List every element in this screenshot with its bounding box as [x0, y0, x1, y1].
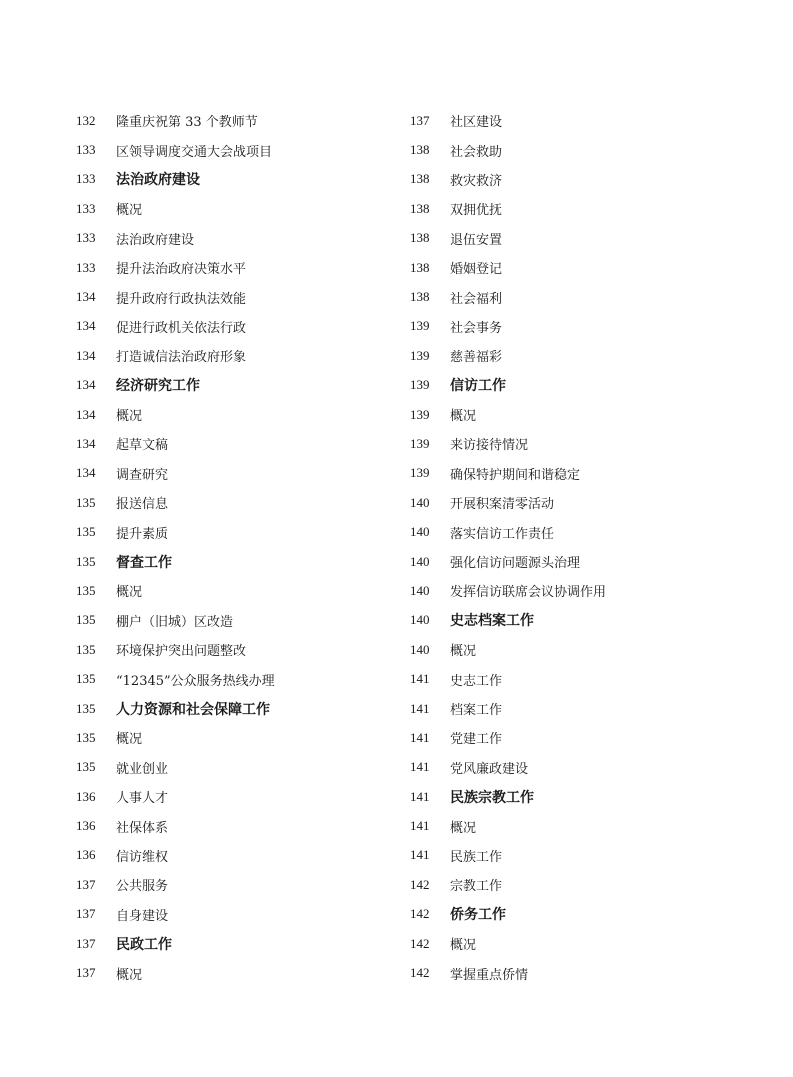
toc-section-heading	[410, 782, 750, 811]
toc-page-number: 137	[410, 112, 430, 128]
toc-entry-title: 档案工作	[450, 703, 503, 718]
toc-section-title: 人力资源和社会保障工作	[116, 701, 270, 718]
toc-page-number: 142	[410, 876, 430, 892]
toc-entry-title: 史志工作	[450, 673, 503, 689]
toc-page-number: 133	[76, 230, 96, 246]
toc-entry-title: 概况	[450, 938, 477, 954]
toc-page-number: 141	[410, 847, 430, 863]
toc-entry-title: 提升素质	[116, 526, 169, 542]
toc-page-number: 139	[410, 377, 430, 393]
toc-page-number: 139	[410, 406, 430, 422]
toc-entry	[76, 253, 416, 282]
toc-page-number: 132	[76, 112, 96, 128]
toc-page-number: 141	[410, 759, 430, 775]
toc-page-number: 133	[76, 259, 96, 275]
toc-page-number: 139	[410, 465, 430, 481]
toc-entry	[76, 811, 416, 840]
toc-entry-title: 社会事务	[450, 320, 503, 336]
toc-section-title: 信访工作	[450, 378, 506, 395]
toc-page-number: 135	[76, 729, 96, 745]
toc-entry-title: 落实信访工作责任	[450, 526, 555, 542]
toc-page-number: 138	[410, 289, 430, 305]
toc-entry	[76, 576, 416, 605]
toc-entry	[76, 664, 416, 693]
toc-page-number: 133	[76, 171, 96, 187]
toc-page-number: 136	[76, 847, 96, 863]
toc-entry-title: 退伍安置	[450, 232, 503, 248]
toc-page-number: 137	[76, 906, 96, 922]
toc-entry-title: 概况	[116, 967, 143, 983]
toc-entry	[76, 841, 416, 870]
toc-entry	[410, 694, 750, 723]
toc-page-number: 140	[410, 553, 430, 569]
toc-page-number: 133	[76, 142, 96, 158]
toc-entry	[410, 312, 750, 341]
toc-entry	[410, 341, 750, 370]
toc-entry-title: “12345”公众服务热线办理	[116, 673, 275, 689]
toc-entry-title: 概况	[450, 644, 477, 660]
toc-page-number: 139	[410, 318, 430, 334]
toc-page-number: 135	[76, 612, 96, 628]
toc-section-heading	[410, 606, 750, 635]
toc-entry-title: 党风廉政建设	[450, 761, 529, 777]
toc-entry	[76, 606, 416, 635]
toc-section-heading	[76, 694, 416, 723]
toc-page-number: 134	[76, 377, 96, 393]
toc-page-number: 142	[410, 906, 430, 922]
toc-entry	[410, 194, 750, 223]
toc-entry	[410, 870, 750, 899]
toc-section-title: 史志档案工作	[450, 613, 534, 630]
toc-page-number: 134	[76, 406, 96, 422]
toc-entry-title: 调查研究	[116, 467, 169, 483]
toc-entry	[410, 811, 750, 840]
toc-entry	[410, 282, 750, 311]
toc-entry	[410, 723, 750, 752]
toc-entry-title: 概况	[116, 732, 143, 748]
toc-page-number: 141	[410, 788, 430, 804]
toc-page-number: 135	[76, 759, 96, 775]
toc-entry-title: 社会救助	[450, 144, 503, 160]
toc-entry	[410, 517, 750, 546]
toc-page-number: 141	[410, 700, 430, 716]
toc-page-number: 140	[410, 612, 430, 628]
toc-entry	[410, 635, 750, 664]
toc-entry-title: 概况	[116, 585, 143, 601]
toc-page-number: 138	[410, 230, 430, 246]
toc-entry	[76, 870, 416, 899]
toc-entry	[76, 459, 416, 488]
toc-page-number: 135	[76, 582, 96, 598]
toc-section-heading	[76, 371, 416, 400]
toc-page-number: 138	[410, 142, 430, 158]
toc-entry-title: 自身建设	[116, 908, 169, 924]
toc-entry-title: 开展积案清零活动	[450, 497, 555, 513]
toc-page-number: 138	[410, 171, 430, 187]
toc-page-number: 140	[410, 641, 430, 657]
toc-entry	[410, 459, 750, 488]
toc-page-number: 134	[76, 435, 96, 451]
toc-page-number: 134	[76, 465, 96, 481]
toc-page-number: 139	[410, 347, 430, 363]
toc-entry-title: 公共服务	[116, 879, 169, 895]
toc-entry	[76, 282, 416, 311]
toc-entry	[410, 664, 750, 693]
toc-page-number: 137	[76, 876, 96, 892]
toc-entry-title: 概况	[450, 409, 477, 425]
toc-entry-title: 双拥优抚	[450, 203, 503, 219]
toc-section-title: 民族宗教工作	[450, 789, 534, 806]
toc-entry-title: 概况	[116, 409, 143, 425]
toc-entry-title: 党建工作	[450, 732, 503, 748]
toc-page-number: 140	[410, 494, 430, 510]
toc-page-number: 137	[76, 965, 96, 981]
toc-page-number: 140	[410, 524, 430, 540]
toc-section-title: 法治政府建设	[116, 172, 200, 189]
toc-section-heading	[76, 929, 416, 958]
toc-entry-title: 棚户（旧城）区改造	[116, 614, 234, 630]
toc-entry	[410, 135, 750, 164]
toc-section-title: 督查工作	[116, 554, 172, 571]
toc-entry-title: 社保体系	[116, 820, 169, 836]
toc-entry-title: 确保特护期间和谐稳定	[450, 467, 581, 483]
toc-entry-title: 概况	[450, 820, 477, 836]
toc-entry-title: 区领导调度交通大会战项目	[116, 144, 273, 160]
toc-page-number: 140	[410, 582, 430, 598]
toc-entry-title: 来访接待情况	[450, 438, 529, 454]
toc-entry	[76, 488, 416, 517]
toc-entry-title: 民族工作	[450, 849, 503, 865]
toc-page-number: 141	[410, 729, 430, 745]
toc-entry	[410, 753, 750, 782]
toc-entry	[410, 488, 750, 517]
toc-entry-title: 打造诚信法治政府形象	[116, 350, 247, 366]
toc-entry-title: 法治政府建设	[116, 232, 195, 248]
toc-section-title: 民政工作	[116, 936, 172, 953]
toc-page-number: 135	[76, 494, 96, 510]
toc-entry-title: 就业创业	[116, 761, 169, 777]
toc-entry	[410, 253, 750, 282]
toc-entry-title: 慈善福彩	[450, 350, 503, 366]
toc-section-heading	[76, 165, 416, 194]
toc-page-number: 136	[76, 788, 96, 804]
toc-entry-title: 人事人才	[116, 791, 169, 807]
toc-entry	[76, 753, 416, 782]
toc-entry-title: 起草文稿	[116, 438, 169, 454]
toc-page-number: 135	[76, 524, 96, 540]
toc-page-number: 141	[410, 671, 430, 687]
toc-section-title: 侨务工作	[450, 907, 506, 924]
toc-page-number: 139	[410, 435, 430, 451]
toc-entry	[76, 341, 416, 370]
toc-entry-title: 社会福利	[450, 291, 503, 307]
toc-page-number: 135	[76, 553, 96, 569]
toc-entry	[76, 782, 416, 811]
toc-page-number: 135	[76, 671, 96, 687]
toc-page-number: 138	[410, 259, 430, 275]
toc-entry-title: 报送信息	[116, 497, 169, 513]
toc-entry-title: 信访维权	[116, 849, 169, 865]
toc-entry-title: 促进行政机关依法行政	[116, 320, 247, 336]
toc-entry	[76, 958, 416, 987]
toc-entry-title: 提升法治政府决策水平	[116, 262, 247, 278]
toc-page-number: 141	[410, 818, 430, 834]
toc-page-number: 133	[76, 200, 96, 216]
toc-entry	[410, 929, 750, 958]
toc-right-column	[410, 106, 750, 988]
toc-page-number: 135	[76, 641, 96, 657]
toc-entry-title: 环境保护突出问题整改	[116, 644, 247, 660]
toc-entry-title: 提升政府行政执法效能	[116, 291, 247, 307]
toc-entry	[76, 135, 416, 164]
toc-entry	[410, 224, 750, 253]
toc-entry	[76, 429, 416, 458]
toc-entry	[76, 723, 416, 752]
toc-page-number: 142	[410, 935, 430, 951]
toc-entry	[76, 312, 416, 341]
toc-entry	[76, 224, 416, 253]
toc-entry	[410, 106, 750, 135]
toc-section-heading	[76, 547, 416, 576]
toc-entry-title: 掌握重点侨情	[450, 967, 529, 983]
toc-entry	[76, 517, 416, 546]
toc-page-number: 135	[76, 700, 96, 716]
toc-section-title: 经济研究工作	[116, 378, 200, 395]
toc-left-column	[76, 106, 416, 988]
toc-entry-title: 概况	[116, 203, 143, 219]
toc-entry	[410, 958, 750, 987]
toc-entry-title: 救灾救济	[450, 173, 503, 189]
toc-entry	[76, 106, 416, 135]
toc-page-number: 137	[76, 935, 96, 951]
toc-entry-title: 发挥信访联席会议协调作用	[450, 585, 607, 601]
toc-page-number: 138	[410, 200, 430, 216]
toc-entry-title: 隆重庆祝第 33 个教师节	[116, 115, 258, 131]
toc-page-number: 134	[76, 318, 96, 334]
toc-entry-title: 强化信访问题源头治理	[450, 556, 581, 572]
toc-entry	[76, 400, 416, 429]
toc-entry	[410, 547, 750, 576]
toc-entry	[410, 841, 750, 870]
toc-page-number: 134	[76, 289, 96, 305]
toc-entry	[410, 165, 750, 194]
toc-entry	[76, 635, 416, 664]
toc-section-heading	[410, 371, 750, 400]
toc-entry	[76, 194, 416, 223]
toc-page-number: 136	[76, 818, 96, 834]
toc-entry	[410, 576, 750, 605]
toc-entry	[410, 400, 750, 429]
toc-page-number: 134	[76, 347, 96, 363]
toc-page-number: 142	[410, 965, 430, 981]
toc-entry-title: 宗教工作	[450, 879, 503, 895]
toc-entry	[76, 900, 416, 929]
toc-entry-title: 婚姻登记	[450, 262, 503, 278]
toc-entry-title: 社区建设	[450, 115, 503, 131]
toc-entry	[410, 429, 750, 458]
toc-section-heading	[410, 900, 750, 929]
